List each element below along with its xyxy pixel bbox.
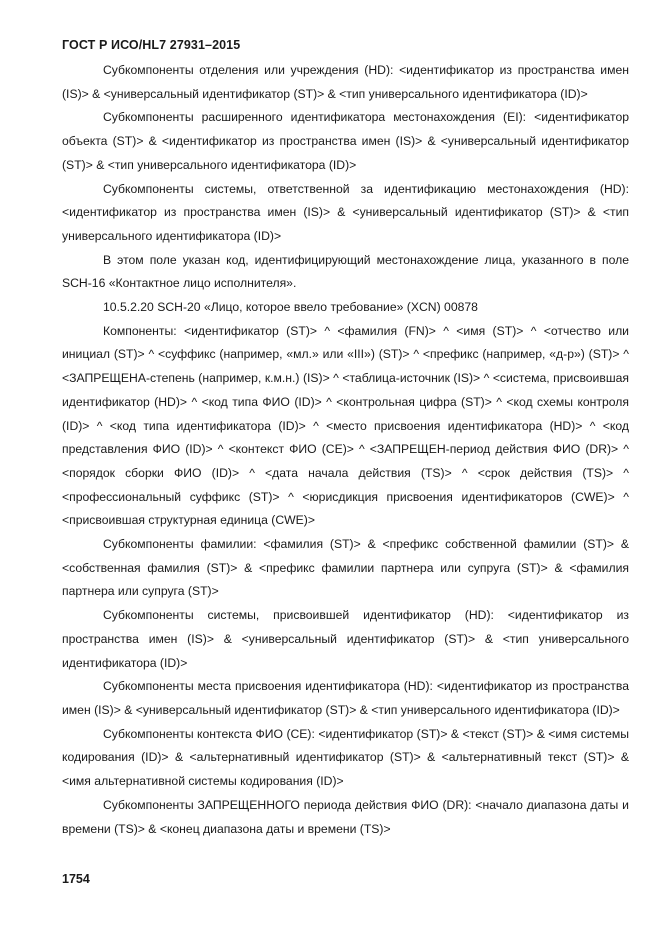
paragraph-surname-subcomponents: Субкомпоненты фамилии: <фамилия (ST)> & <префикс собственной фамилии (ST)> & <собственная фамилия (ST)> & <префикс фамилии партнера или супруга (ST)> & <фамилия партнера или супруга (ST)> (62, 537, 629, 599)
paragraph-validity-range-subcomponents: Субкомпоненты ЗАПРЕЩЕННОГО периода действия ФИО (DR): <начало диапазона даты и времени (TS)> & <конец диапазона даты и времени (TS)> (62, 797, 629, 836)
paragraph-field-description: В этом поле указан код, идентифицирующий местонахождение лица, указанного в поле SCH-16 «Контактное лицо исполнителя». (62, 252, 629, 291)
page-number: 1754 (62, 872, 90, 886)
paragraph-name-context-subcomponents: Субкомпоненты контекста ФИО (CE): <идентификатор (ST)> & <текст (ST)> & <имя системы кодирования (ID)> & <альтернативный идентификатор (ST)> & <альтернативный текст (ST)> & <имя альтернативной системы кодирования (ID)> (62, 726, 629, 789)
paragraph-assigning-facility-subcomponents: Субкомпоненты места присвоения идентификатора (HD): <идентификатор из пространства имен (IS)> & <универсальный идентификатор (ST)> & <тип универсального идентификатора (ID)> (62, 679, 629, 717)
paragraph-ei-subcomponents: Субкомпоненты расширенного идентификатора местонахождения (EI): <идентификатор объекта (ST)> & <идентификатор из пространства имен (IS)> & <универсальный идентификатор (ST)> & <тип универсального идентификатора (ID)> (62, 110, 629, 172)
document-header: ГОСТ Р ИСО/HL7 27931–2015 (62, 38, 241, 52)
paragraph-assigning-system-subcomponents: Субкомпоненты системы, присвоившей идентификатор (HD): <идентификатор из пространства имен (IS)> & <универсальный идентификатор (ST)> & <тип универсального идентификатора (ID)> (62, 608, 629, 670)
paragraph-hd-subcomponents: Субкомпоненты отделения или учреждения (HD): <идентификатор из пространства имен (IS)> & <универсальный идентификатор (ST)> & <тип универсального идентификатора (ID)> (62, 63, 629, 101)
section-heading-sch-20: 10.5.2.20 SCH-20 «Лицо, которое ввело требование» (XCN) 00878 (103, 300, 478, 315)
paragraph-location-system-subcomponents: Субкомпоненты системы, ответственной за идентификацию местонахождения (HD): <идентификатор из пространства имен (IS)> & <универсальный идентификатор (ST)> & <тип универсального идентификатора (ID)> (62, 181, 629, 243)
document-body (62, 59, 629, 841)
paragraph-components: Компоненты: <идентификатор (ST)> ^ <фамилия (FN)> ^ <имя (ST)> ^ <отчество или инициал (ST)> ^ <суффикс (например, «мл.» или «III») (ST)> ^ <префикс (например, «д-р») (ST)> ^ <ЗАПРЕЩЕНА-степень (например, к.м.н.) (IS)> ^ <таблица-источник (IS)> ^ <система, присвоившая идентификатор (HD)> ^ <код типа ФИО (ID)> ^ <контрольная цифра (ST)> ^ <код схемы контроля (ID)> ^ <код типа идентификатора (ID)> ^ <место присвоения идентификатора (HD)> ^ <код представления ФИО (ID)> ^ <контекст ФИО (CE)> ^ <ЗАПРЕЩЕН-период действия ФИО (DR)> ^ <порядок сборки ФИО (ID)> ^ <дата начала действия (TS)> ^ <срок действия (TS)> ^ <профессиональный суффикс (ST)> ^ <юрисдикция присвоения идентификаторов (CWE)> ^ <присвоившая структурная единица (CWE)> (62, 323, 629, 528)
